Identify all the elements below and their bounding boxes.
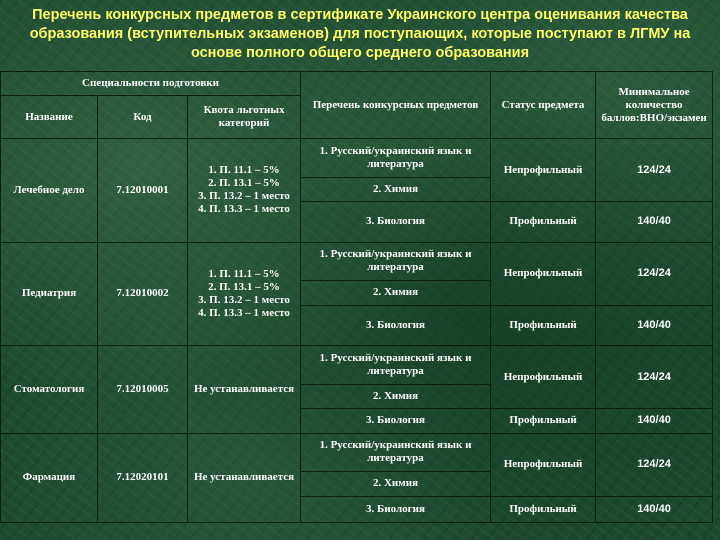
quota-cell xyxy=(188,242,301,346)
quota-text: Не устанавливается xyxy=(193,471,295,484)
status-profile: Профильный xyxy=(491,305,596,346)
subject-cell: 2. Химия xyxy=(301,177,491,201)
specialty-name: Педиатрия xyxy=(1,242,98,346)
score-profile: 140/40 xyxy=(596,202,713,243)
specialty-code: 7.12010002 xyxy=(98,242,188,346)
status-nonprofile: Непрофильный xyxy=(491,139,596,202)
score-nonprofile: 124/24 xyxy=(596,433,713,496)
specialty-name: Фармация xyxy=(1,433,98,522)
specialty-row xyxy=(1,433,713,472)
score-profile: 140/40 xyxy=(596,305,713,346)
name-header: Название xyxy=(1,96,98,139)
status-header: Статус предмета xyxy=(491,72,596,139)
score-nonprofile: 124/24 xyxy=(596,242,713,305)
page-title: Перечень конкурсных предметов в сертификате Украинского центра оценивания качества образования (вступительных экзаменов) для поступающих, которые поступают в ЛГМУ на основе полного общего среднего образования xyxy=(29,7,691,61)
subject-cell: 2. Химия xyxy=(301,472,491,496)
min-score-header: Минимальное количество баллов:ВНО/экзамен xyxy=(596,72,713,139)
code-header: Код xyxy=(98,96,188,139)
quota-text: 1. П. 11.1 – 5% 2. П. 13.1 – 5% 3. П. 13.2 – 1 место 4. П. 13.3 – 1 место xyxy=(198,164,290,216)
specialty-row xyxy=(1,139,713,178)
score-nonprofile: 124/24 xyxy=(596,346,713,409)
subject-cell: 3. Биология xyxy=(301,496,491,522)
subject-cell: 3. Биология xyxy=(301,202,491,243)
score-profile: 140/40 xyxy=(596,496,713,522)
score-profile: 140/40 xyxy=(596,409,713,433)
quota-cell xyxy=(188,433,301,522)
status-nonprofile: Непрофильный xyxy=(491,242,596,305)
status-profile: Профильный xyxy=(491,409,596,433)
specialty-name: Стоматология xyxy=(1,346,98,433)
subject-cell: 1. Русский/украинский язык и литература xyxy=(301,346,491,385)
score-nonprofile: 124/24 xyxy=(596,139,713,202)
subject-cell: 3. Биология xyxy=(301,409,491,433)
quota-cell xyxy=(188,346,301,433)
quota-header: Квота льготных категорий xyxy=(188,96,301,139)
subject-cell: 1. Русский/украинский язык и литература xyxy=(301,433,491,472)
specialty-code: 7.12010001 xyxy=(98,139,188,243)
status-profile: Профильный xyxy=(491,496,596,522)
quota-text: Не устанавливается xyxy=(193,382,295,395)
specialty-code: 7.12020101 xyxy=(98,433,188,522)
subject-cell: 1. Русский/украинский язык и литература xyxy=(301,242,491,281)
subject-cell: 1. Русский/украинский язык и литература xyxy=(301,139,491,178)
quota-text: 1. П. 11.1 – 5% 2. П. 13.1 – 5% 3. П. 13.2 – 1 место 4. П. 13.3 – 1 место xyxy=(198,267,290,319)
subject-cell: 3. Биология xyxy=(301,305,491,346)
subject-cell: 2. Химия xyxy=(301,384,491,408)
status-nonprofile: Непрофильный xyxy=(491,433,596,496)
admission-table xyxy=(0,71,713,523)
subject-cell: 2. Химия xyxy=(301,281,491,305)
specialty-code: 7.12010005 xyxy=(98,346,188,433)
specialty-row xyxy=(1,242,713,281)
specialty-name: Лечебное дело xyxy=(1,139,98,243)
specialty-row xyxy=(1,346,713,385)
status-nonprofile: Непрофильный xyxy=(491,346,596,409)
quota-cell xyxy=(188,139,301,243)
status-profile: Профильный xyxy=(491,202,596,243)
subjects-header: Перечень конкурсных предметов xyxy=(301,72,491,139)
header-row-1 xyxy=(1,72,713,96)
specialties-header: Специальности подготовки xyxy=(1,72,301,96)
